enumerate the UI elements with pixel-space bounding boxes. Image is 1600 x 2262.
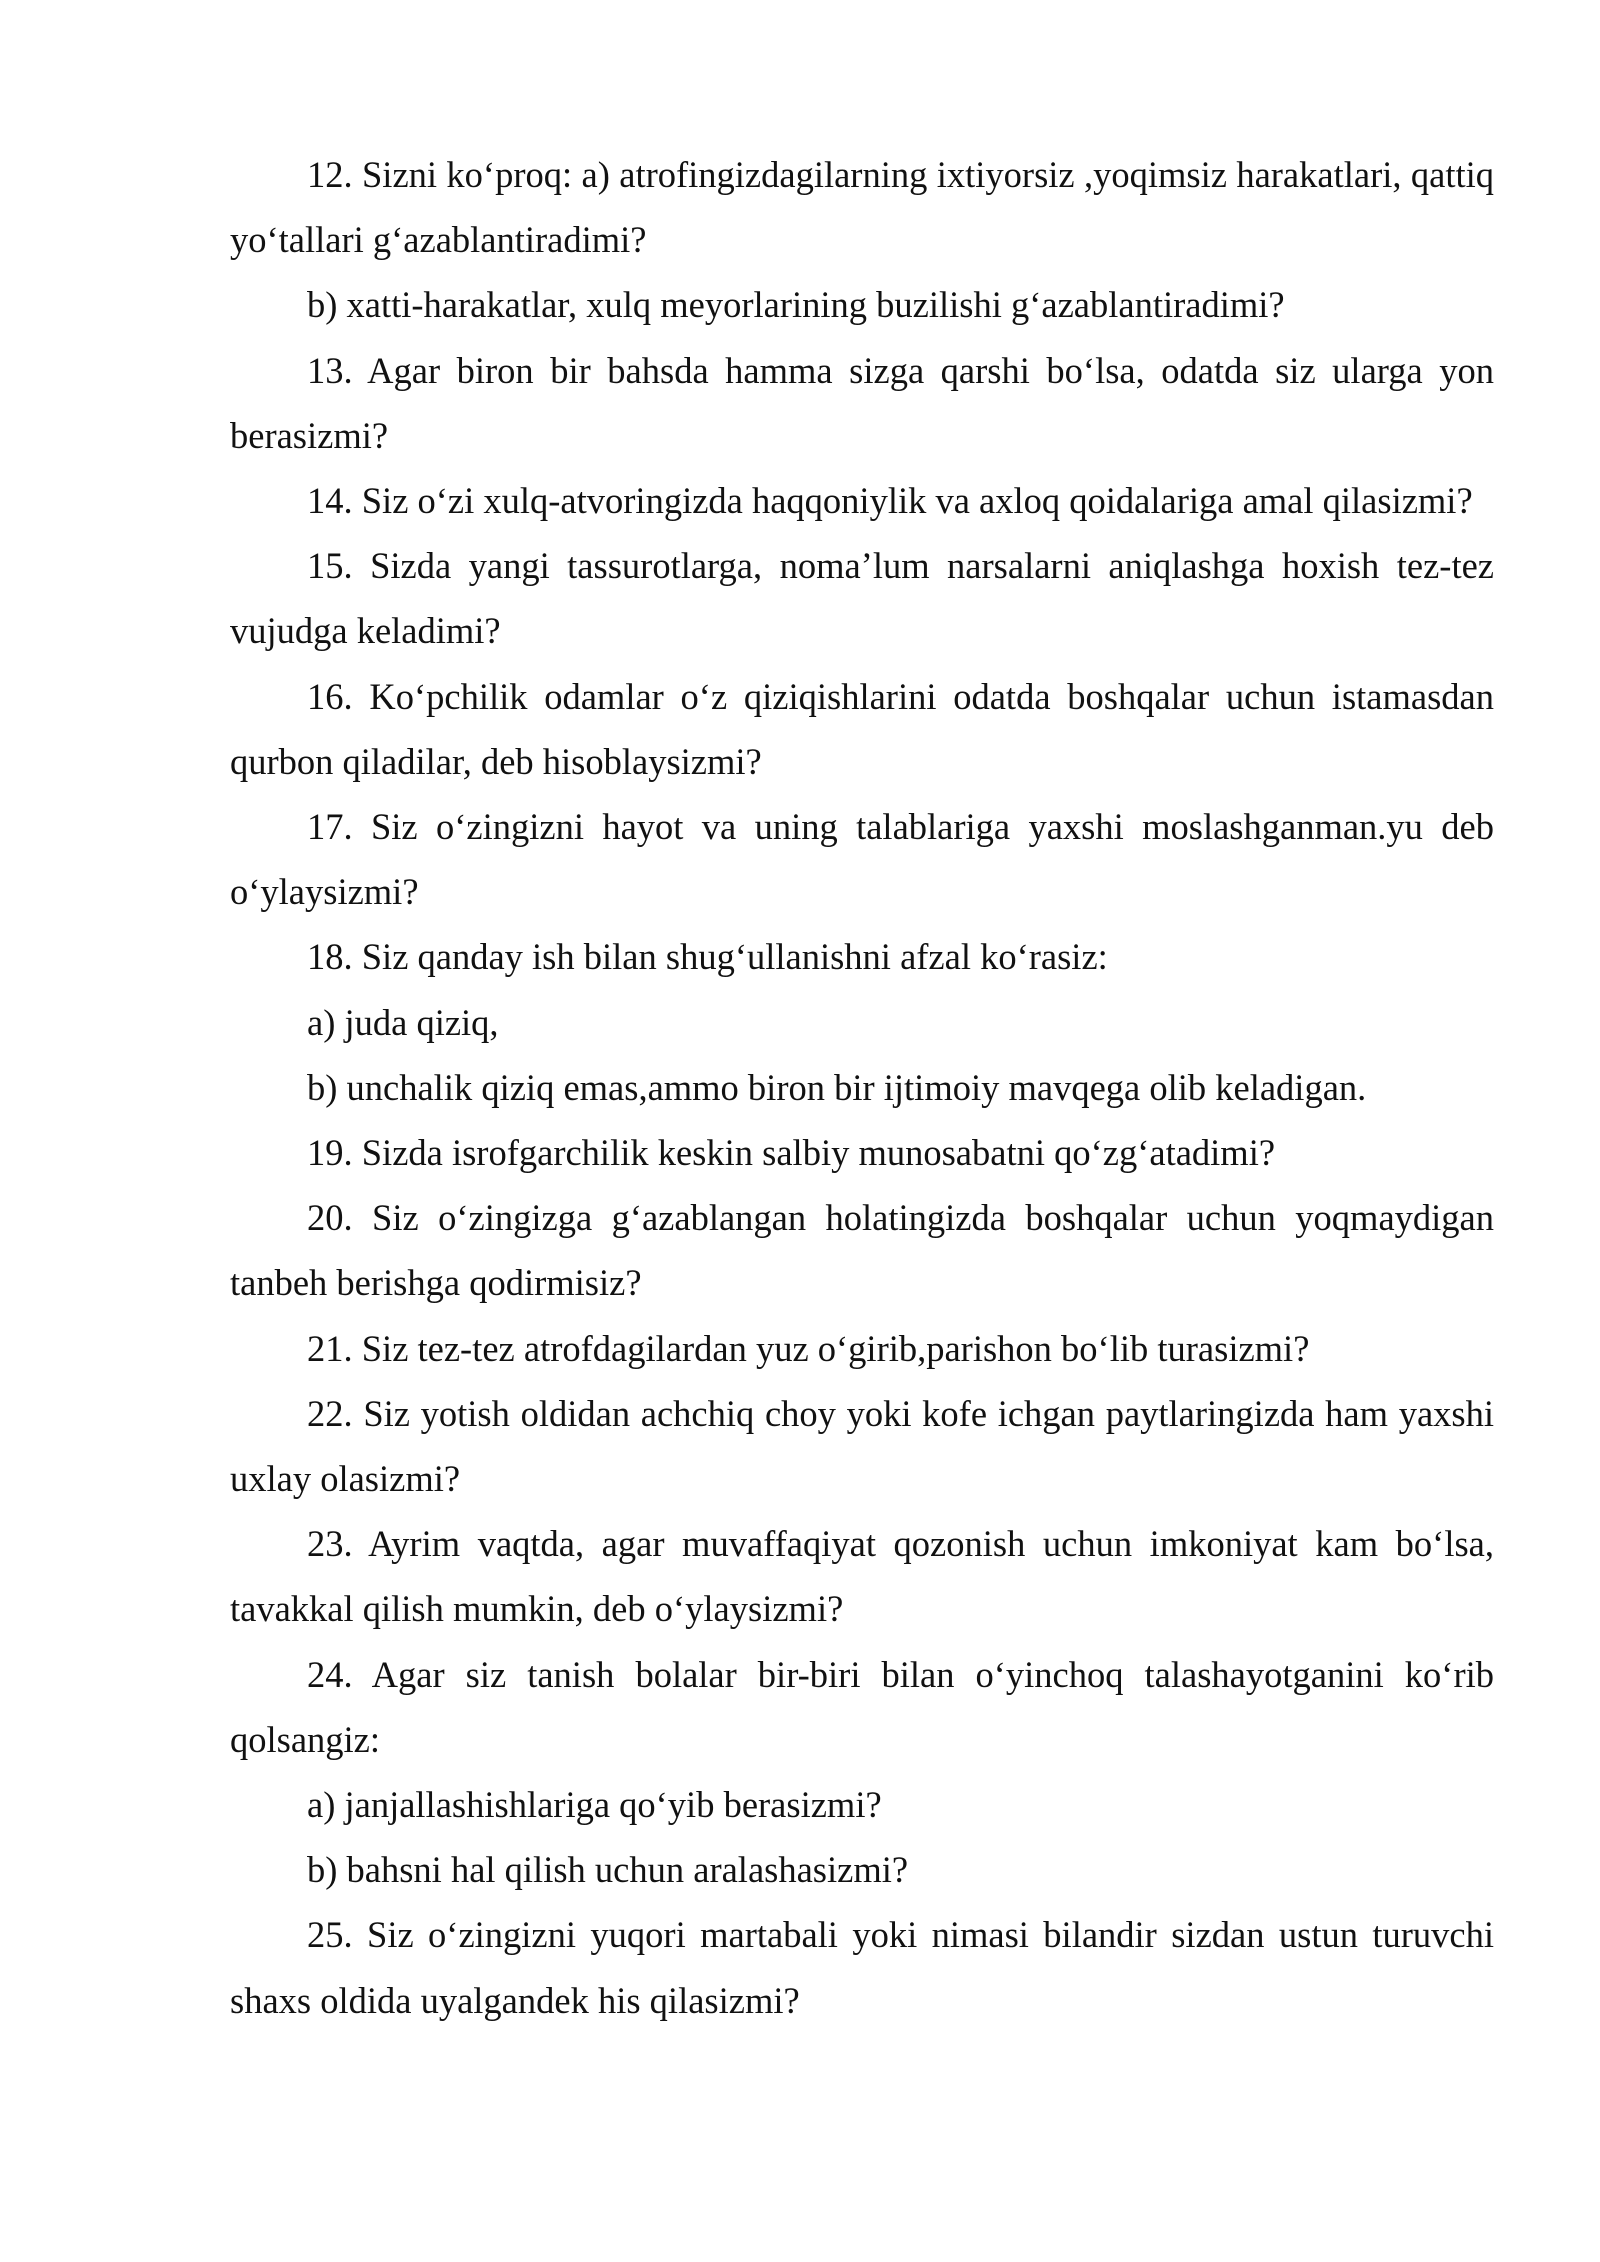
question-24-option-b: b) bahsni hal qilish uchun aralashasizmi?: [307, 1849, 909, 1891]
question-18-option-b: b) unchalik qiziq emas,ammo biron bir ijtimoiy mavqega olib keladigan.: [307, 1066, 1367, 1108]
question-15: 15. Sizda yangi tassurotlarga, noma’lum narsalarni aniqlashga hoxish tez-tez vujudga keladimi?: [230, 545, 1494, 652]
question-12-option-b: b) xatti-harakatlar, xulq meyorlarining buzilishi g‘azablantiradimi?: [307, 284, 1285, 326]
question-17: 17. Siz o‘zingizni hayot va uning talablariga yaxshi moslashganman.yu deb o‘ylaysizmi?: [230, 806, 1494, 913]
question-20: 20. Siz o‘zingizga g‘azablangan holatingizda boshqalar uchun yoqmaydigan tanbeh berishga qodirmisiz?: [230, 1197, 1494, 1304]
question-23: 23. Ayrim vaqtda, agar muvaffaqiyat qozonish uchun imkoniyat kam bo‘lsa, tavakkal qilish mumkin, deb o‘ylaysizmi?: [230, 1523, 1494, 1630]
question-24-option-a: a) janjallashishlariga qo‘yib berasizmi?: [307, 1784, 882, 1826]
question-12: 12. Sizni ko‘proq: a) atrofingizdagilarning ixtiyorsiz ,yoqimsiz harakatlari, qattiq yo‘tallari g‘azablantiradimi?: [230, 154, 1494, 261]
document-body: [230, 142, 1494, 2033]
question-18-option-a: a) juda qiziq,: [307, 1001, 499, 1043]
question-16: 16. Ko‘pchilik odamlar o‘z qiziqishlarini odatda boshqalar uchun istamasdan qurbon qiladilar, deb hisoblaysizmi?: [230, 675, 1494, 782]
question-21: 21. Siz tez-tez atrofdagilardan yuz o‘girib,parishon bo‘lib turasizmi?: [307, 1327, 1310, 1369]
question-18: 18. Siz qanday ish bilan shug‘ullanishni afzal ko‘rasiz:: [307, 936, 1108, 978]
question-14: 14. Siz o‘zi xulq-atvoringizda haqqoniylik va axloq qoidalariga amal qilasizmi?: [307, 480, 1473, 522]
question-24: 24. Agar siz tanish bolalar bir-biri bilan o‘yinchoq talashayotganini ko‘rib qolsangiz:: [230, 1653, 1494, 1760]
question-25: 25. Siz o‘zingizni yuqori martabali yoki nimasi bilandir sizdan ustun turuvchi shaxs oldida uyalgandek his qilasizmi?: [230, 1914, 1494, 2021]
question-19: 19. Sizda isrofgarchilik keskin salbiy munosabatni qo‘zg‘atadimi?: [307, 1132, 1276, 1174]
question-22: 22. Siz yotish oldidan achchiq choy yoki kofe ichgan paytlaringizda ham yaxshi uxlay olasizmi?: [230, 1392, 1494, 1500]
question-13: 13. Agar biron bir bahsda hamma sizga qarshi bo‘lsa, odatda siz ularga yon berasizmi?: [230, 349, 1494, 456]
